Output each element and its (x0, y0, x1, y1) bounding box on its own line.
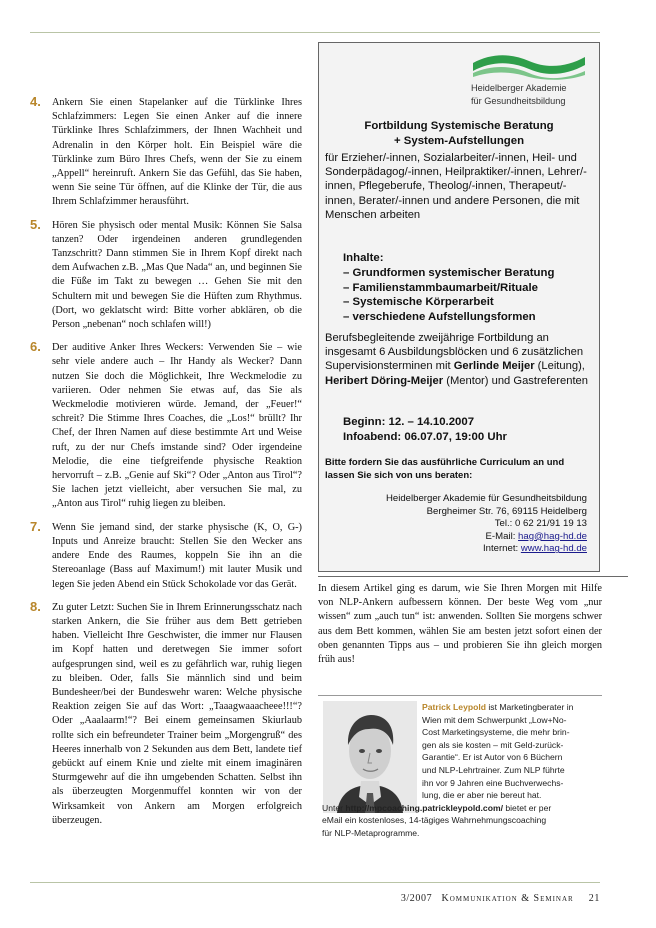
ad-lead-name: Gerlinde Meijer (453, 360, 535, 373)
footer-rule (30, 882, 600, 883)
wave-logo-icon (471, 51, 587, 81)
list-item (30, 341, 302, 511)
item-text: Der auditive Anker Ihres Weckers: Verwenden Sie – wie sehr viele andere auch – Ihr Handy als Wecker? Dann nutzen Sie doch die Möglichkeit, Ihre Weckmelodie zu variieren. Oder nehmen Sie etwas auf, das Sie als Weckmelodie motivieren würde. Jemand, der „Feuer!“ schreit? Die Stimme Ihres Coaches, die „Los!“ brüllt? Ihr Chef, der Ihren Namen auf diese bestimmte Art und Weise ruft, zu der nur Chefs imstande sind? Oder irgendeine Melodie, die eine tiefgreifende physische Reaktion hervorruft – z.B. „Genie auf Ski“? Oder „Anton aus Tirol“? Sie lachen jetzt vielleicht, aber versuchen Sie mal, zu „Anton aus Tirol“ ruhig liegen zu bleiben. (52, 342, 302, 510)
item-number: 7. (30, 518, 41, 534)
bio-line-text: bietet er per (502, 802, 552, 813)
ad-bottom-rule (318, 576, 628, 577)
author-url-link[interactable]: http://mpcoaching.patrickleypold.com/ (345, 802, 503, 813)
page-footer (401, 893, 600, 904)
logo-name-line: für Gesundheitsbildung (471, 96, 566, 106)
bio-line: Wien mit dem Schwerpunkt „Low+No- (422, 714, 567, 725)
bio-line (322, 802, 602, 815)
contact-org: Heidelberger Akademie für Gesundheitsbildung (385, 493, 587, 504)
ad-description (325, 331, 595, 388)
ad-mentor-name: Heribert Döring-Meijer (325, 374, 444, 387)
bio-line: Garantie“. Er ist Autor von 6 Büchern (422, 752, 563, 763)
ad-title-line: Fortbildung Systemische Beratung (364, 120, 554, 132)
bio-line: lung, die er aber nie bereut hat. (422, 790, 542, 801)
ad-contents-item: – verschiedene Aufstellungsformen (343, 311, 536, 324)
author-bio (318, 695, 602, 860)
issue-number: 3/2007 (400, 893, 433, 904)
ad-desc-text: (Leitung), (534, 360, 585, 373)
ad-contents-item: – Familienstammbaumarbeit/Rituale (343, 281, 538, 294)
author-name: Patrick Leypold (422, 702, 486, 712)
ad-desc-text: Berufsbegleitende zweijährige Fortbildung an insgesamt 6 Ausbildungsblöcken und 6 zusätzlichen Supervisionsterminen mit (325, 332, 584, 373)
bio-line: für NLP-Metaprogramme. (322, 827, 420, 838)
contact-email-link[interactable]: hag@hag-hd.de (518, 530, 587, 542)
bio-line (422, 701, 602, 714)
item-number: 5. (30, 216, 41, 232)
item-text: Ankern Sie einen Stapelanker auf die Türklinke Ihres Schlafzimmers: Legen Sie einen Anker auf die innere Türklinke Ihres Schlafzimmers, der Ihnen Wachheit und Adrenalin in den Körper holt. Ein Beispiel wäre die Türklinke zum Büro Ihres Chefs, wenn der Sie zu einem „Appell“ hereinruft. Ankern Sie das Gefühl, das Sie haben, wenn Sie seine Tür öffnen, auf die Klinke der Tür, die aus Ihrem Schlafzimmer herausführt. (52, 97, 302, 208)
tips-column (30, 96, 302, 837)
item-text: Zu guter Letzt: Suchen Sie in Ihrem Erinnerungsschatz nach starken Ankern, die Sie früher aus dem Bett getrieben haben. Vielleicht Ihre Geschwister, die immer nur Flausen im Kopf hatten und deretwegen Sie immer sofort aufgesprungen sind, weil es zu gefährlich war, ruhig liegen zu bleiben. Oder, falls Sie männlich sind und beim Bundesheer/bei der Bundeswehr waren: Welche physische Reaktion zeigen Sie auf das Wort: „Taaagwaaacheee!!!“? Oder „Aaalaarm!“? Bei einem gemeinsamen Skiurlaub rollte sich ein befreundeter Trainer beim „Morgengruß“ des Heeres innerhalb von 2 Sekunden aus dem Bett, landete tief gebückt auf einem Knie und zielte mit einem imaginären Sturmgewehr auf die ihn umgebenden Schatten. Selbst ihn als überzeugten Morgenmuffel konnten wir von der Wirksamkeit von Ankern am Morgen erfolgreich überzeugen. (52, 601, 302, 826)
ad-desc-text: (Mentor) und Gastreferenten (443, 374, 588, 387)
bio-text (318, 701, 602, 840)
bio-divider (318, 695, 602, 696)
ad-contact (386, 493, 587, 556)
article-summary: In diesem Artikel ging es darum, wie Sie Ihren Morgen mit Hilfe von NLP-Ankern aufbessern können. Der beste Weg vom „nur wissen“ zum „auch tun“ ist: anwenden. Sollten Sie morgens schwer aus dem Bett kommen, wählen Sie am besten jetzt sofort einen der oben genannten Tipps aus – und probieren Sie ihn gleich morgen früh aus! (318, 583, 602, 666)
bio-line-text: Unter (322, 802, 346, 813)
ad-start-date: Beginn: 12. – 14.10.2007 (343, 416, 475, 428)
magazine-name: Kommunikation & Seminar (441, 893, 574, 904)
bio-line-text: ist Marketingberater in (486, 702, 574, 712)
logo-name-line: Heidelberger Akademie (471, 83, 567, 93)
ad-title-line: + System-Aufstellungen (393, 134, 525, 147)
ad-contents-item: – Systemische Körperarbeit (343, 296, 494, 309)
ad-request: Bitte fordern Sie das ausführliche Curriculum an und lassen Sie sich von uns beraten: (325, 457, 565, 481)
item-number: 4. (30, 94, 41, 109)
item-text: Hören Sie physisch oder mental Musik: Können Sie Salsa tanzen? Oder irgendeinen anderen grundlegenden Tanzschritt? Dann stimmen Sie in Ihrem Kopf direkt nach dem Aufwachen z.B. „Mas Que Nada“ an, und beginnen Sie die Füße im Takt zu bewegen … Gehen Sie mit den Schultern mit und bewegen Sie die Hüften zum Rhythmus. (Dort, wo geklatscht wird: Bitte vorher abklären, ob die Person „nebenan“ noch schlafen will!) (52, 219, 302, 331)
bio-line: ihn vor 9 Jahren eine Buchverwechs- (422, 777, 564, 788)
list-item (30, 216, 302, 333)
contact-street: Bergheimer Str. 76, 69115 Heidelberg (426, 505, 587, 517)
bio-line: eMail ein kostenloses, 14-tägiges Wahrnehmungscoaching (322, 815, 547, 826)
contact-tel: Tel.: 0 62 21/91 19 13 (494, 518, 587, 530)
ad-contents-item: – Grundformen systemischer Beratung (343, 266, 555, 279)
advertisement-box (318, 42, 600, 572)
contact-internet-label: Internet: (482, 543, 521, 555)
contact-email-label: E-Mail: (485, 530, 519, 542)
academy-logo (471, 51, 589, 107)
bio-bottom (318, 802, 602, 840)
bio-line: und NLP-Lehrtrainer. Zum NLP führte (422, 764, 565, 775)
ad-contents-list (343, 251, 599, 325)
ad-dates (343, 415, 507, 444)
bio-line: gen als sie kosten – mit Geld-zurück- (422, 739, 564, 750)
list-item (30, 598, 302, 828)
ad-contents-label: Inhalte: (343, 252, 384, 264)
item-text: Wenn Sie jemand sind, der starke physische (K, O, G-) Inputs und Anreize braucht: Stellen Sie den Wecker ans andere Ende des Raumes, koppeln Sie ihn an die Stereoanlage (Bass auf Maximum!) mit lauter Musik und legen Sie jeden Abend ein Stück Schokolade vor das Gerät. (52, 521, 302, 590)
bio-lines (318, 701, 602, 802)
bio-line: Cost Marketingsysteme, die mehr brin- (422, 727, 570, 738)
contact-internet-row (386, 543, 587, 556)
contact-internet-link[interactable]: www.hag-hd.de (520, 543, 587, 555)
page-number: 21 (588, 893, 600, 904)
contact-email-row (386, 531, 587, 544)
list-item (30, 96, 302, 210)
ad-title (319, 119, 599, 148)
top-rule (30, 32, 600, 33)
item-number: 8. (30, 598, 41, 614)
item-number: 6. (30, 339, 41, 355)
list-item (30, 518, 302, 592)
ad-intro: für Erzieher/-innen, Sozialarbeiter/-innen, Heil- und Sonderpädagog/-innen, Heilpraktiker/-innen, Lehrer/-innen, Pflegeberufe, Theolog/-innen, Therapeut/-innen, Berater/-innen und andere Personen, die mit Menschen arbeiten (325, 152, 587, 221)
ad-info-evening: Infoabend: 06.07.07, 19:00 Uhr (343, 430, 507, 443)
